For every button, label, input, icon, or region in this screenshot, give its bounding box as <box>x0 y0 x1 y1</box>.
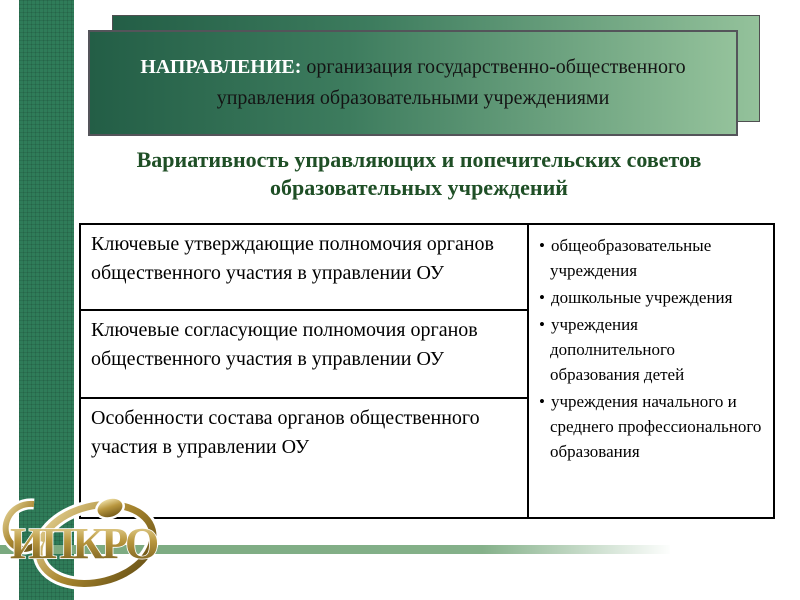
slide-title <box>116 52 710 114</box>
slide-title-text: организация государственно-общественного управления образовательными учреждениями <box>216 56 686 109</box>
table-right-column <box>529 225 773 517</box>
ipkro-logo-icon <box>0 478 168 596</box>
slide-title-label: НАПРАВЛЕНИЕ: <box>140 56 302 78</box>
title-box <box>88 30 738 136</box>
table-row: Ключевые утверждающие полномочия органов общественного участия в управлении ОУ <box>81 225 527 311</box>
table-row: Особенности состава органов общественного участия в управлении ОУ <box>91 407 480 458</box>
list-item: • дошкольные учреждения <box>537 285 767 310</box>
table-left-column <box>81 225 529 517</box>
content-table <box>79 223 775 519</box>
logo-letters: ИПКРО <box>10 519 157 568</box>
list-item: • учреждения начального и среднего профессионального образования <box>537 389 767 464</box>
slide-subtitle: Вариативность управляющих и попечительских советов образовательных учреждений <box>136 147 702 200</box>
list-item: • учреждения дополнительного образования детей <box>537 312 767 387</box>
list-item: • общеобразовательные учреждения <box>537 233 767 283</box>
table-row: Ключевые согласующие полномочия органов общественного участия в управлении ОУ <box>81 311 527 399</box>
logo-knot <box>94 494 127 522</box>
institution-types-list <box>537 233 767 464</box>
